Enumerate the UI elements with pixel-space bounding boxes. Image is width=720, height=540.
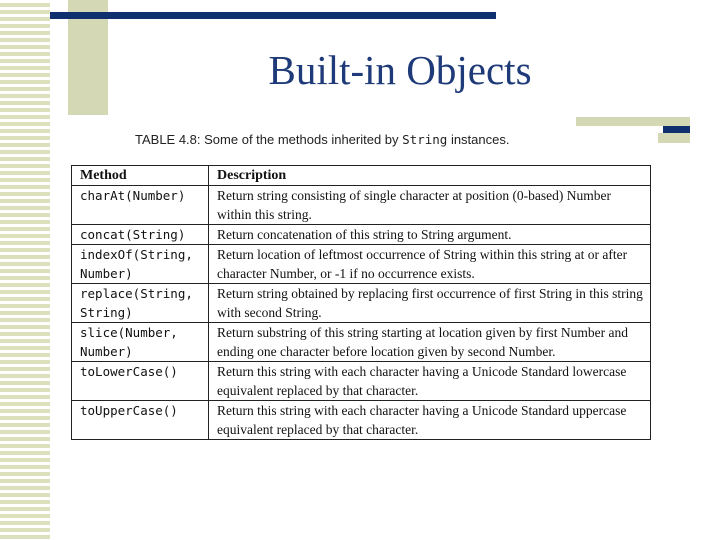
decorative-tan-bar-right-small: [658, 133, 690, 143]
method-description: Return this string with each character having a Unicode Standard lowercase equivalent replaced by that character.: [209, 362, 651, 401]
table-row: [72, 362, 651, 401]
method-name: toUpperCase(): [72, 401, 209, 440]
method-name: slice(Number, Number): [72, 323, 209, 362]
table-caption-text: Some of the methods inherited by: [204, 132, 399, 147]
table-row: [72, 186, 651, 225]
method-description: Return this string with each character having a Unicode Standard uppercase equivalent replaced by that character.: [209, 401, 651, 440]
table-caption-label: TABLE 4.8:: [135, 132, 201, 147]
table-row: [72, 284, 651, 323]
method-description: Return string consisting of single character at position (0-based) Number within this string.: [209, 186, 651, 225]
table-row: [72, 401, 651, 440]
method-name: toLowerCase(): [72, 362, 209, 401]
method-name: charAt(Number): [72, 186, 209, 225]
table-row: [72, 323, 651, 362]
decorative-tan-bar-right: [576, 117, 690, 126]
header-method: Method: [72, 166, 209, 186]
method-description: Return substring of this string starting at location given by first Number and ending one character before location given by second Number.: [209, 323, 651, 362]
decorative-blue-bar-right: [663, 126, 690, 133]
header-description: Description: [209, 166, 651, 186]
method-name: replace(String, String): [72, 284, 209, 323]
table-caption-code: String: [402, 132, 448, 147]
table-row: [72, 225, 651, 245]
page-title: Built-in Objects: [268, 47, 532, 93]
table-caption-suffix: instances.: [450, 132, 510, 147]
table-header-row: [72, 166, 651, 186]
method-name: indexOf(String, Number): [72, 245, 209, 284]
table-caption: [135, 132, 509, 147]
methods-table: [71, 165, 651, 440]
method-description: Return location of leftmost occurrence of String within this string at or after character Number, or -1 if no occurrence exists.: [209, 245, 651, 284]
decorative-blue-bar-top: [50, 12, 496, 19]
method-description: Return concatenation of this string to String argument.: [209, 225, 651, 245]
method-description: Return string obtained by replacing first occurrence of first String in this string with second String.: [209, 284, 651, 323]
method-name: concat(String): [72, 225, 209, 245]
table-row: [72, 245, 651, 284]
